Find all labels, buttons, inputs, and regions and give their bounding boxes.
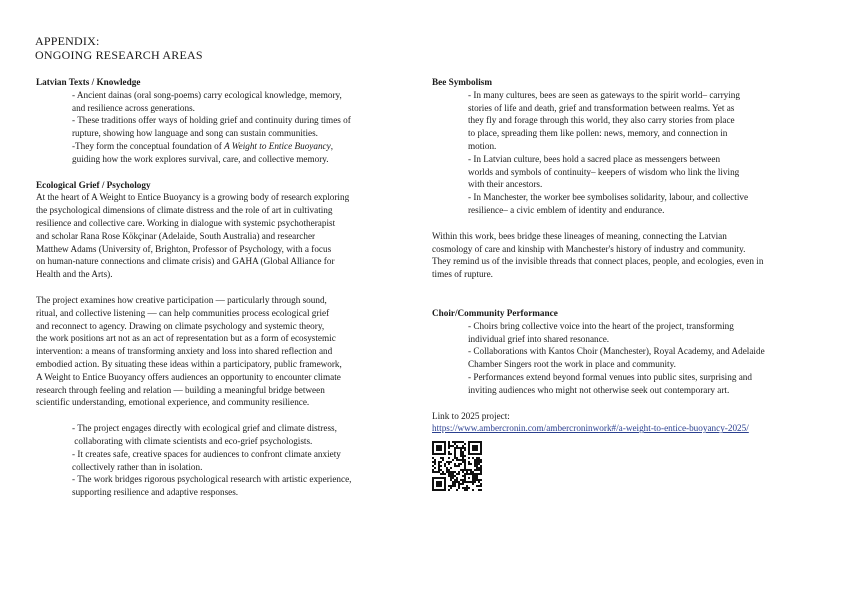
qr-code-icon[interactable] (432, 441, 482, 491)
work-title-italic: A Weight to Entice Buoyancy (224, 140, 331, 151)
paragraph-line: Within this work, bees bridge these lineages of meaning, connecting the Latvian (432, 230, 727, 241)
paragraph-line: intervention: a means of transforming anxiety and loss into shared reflection and (36, 346, 333, 357)
section-ecological-grief (36, 179, 392, 499)
right-column (432, 76, 810, 491)
grief-bullet-line: - The work bridges rigorous psychological research with artistic experience, (72, 474, 352, 485)
left-column (36, 76, 392, 499)
section-choir-performance (432, 307, 810, 397)
bee-bullet-line: - In many cultures, bees are seen as gateways to the spirit world– carrying (468, 89, 740, 100)
link-label: Link to 2025 project: (432, 410, 510, 421)
latvian-bullet-line: rupture, showing how language and song can sustain communities. (72, 128, 318, 139)
section-heading-choir: Choir/Community Performance (432, 307, 558, 318)
latvian-bullets (36, 89, 392, 166)
bee-bullet-line: they fly and forage through this world, they also carry stories from place (468, 115, 735, 126)
choir-bullet-line: inviting audiences who might not otherwise seek out contemporary art. (468, 384, 730, 395)
paragraph-line: and reconnect to agency. Drawing on climate psychology and systemic theory, (36, 320, 325, 331)
grief-bullet-line: - It creates safe, creative spaces for audiences to confront climate anxiety (72, 448, 341, 459)
bee-bullet-line: resilience– a civic emblem of identity and endurance. (468, 204, 665, 215)
section-latvian-texts (36, 76, 392, 166)
paragraph-line: the psychological dimensions of climate distress and the role of art in cultivating (36, 205, 333, 216)
bee-bullet-line: motion. (468, 140, 497, 151)
paragraph-line: At the heart of A Weight to Entice Buoyancy is a growing body of research exploring (36, 192, 350, 203)
bee-paragraph (432, 230, 810, 281)
choir-bullet-line: Chamber Singers root the work in place and community. (468, 359, 676, 370)
paragraph-line: research through feeling and relation — building a meaningful bridge between (36, 384, 325, 395)
paragraph-line: on human-nature connections and climate crisis) and GAHA (Global Alliance for (36, 256, 335, 267)
section-heading-latvian: Latvian Texts / Knowledge (36, 77, 141, 87)
bee-bullet-line: worlds and symbols of continuity– keepers of wisdom who link the living (468, 166, 740, 177)
paragraph-line: Matthew Adams (University of, Brighton, Professor of Psychology, with a focus (36, 243, 332, 254)
grief-bullet-line: collectively rather than in isolation. (72, 461, 203, 472)
paragraph-line: scientific understanding, emotional experience, and community resilience. (36, 397, 310, 408)
paragraph-line: A Weight to Entice Buoyancy offers audiences an opportunity to encounter climate (36, 371, 341, 382)
bee-bullet-line: with their ancestors. (468, 179, 543, 190)
bee-bullet-line: stories of life and death, grief and transformation between realms. Yet as (468, 102, 735, 113)
paragraph-line: times of rupture. (432, 269, 493, 280)
choir-bullet-line: - Performances extend beyond formal venues into public sites, surprising and (468, 371, 752, 382)
paragraph-line: ritual, and collective listening — can help communities process ecological grief (36, 307, 330, 318)
project-url-link[interactable]: https://www.ambercronin.com/ambercroninwork#/a-weight-to-entice-buoyancy-2025/ (432, 423, 749, 434)
grief-bullets (36, 422, 392, 499)
section-heading-grief: Ecological Grief / Psychology (36, 179, 151, 190)
paragraph-line: They remind us of the invisible threads that connect places, people, and ecologies, even in (432, 256, 764, 267)
bee-bullets (432, 89, 810, 217)
grief-paragraph-1 (36, 191, 392, 281)
paragraph-line: embodied action. By situating these ideas within a participatory, public framework, (36, 358, 342, 369)
paragraph-line: the work positions art not as an act of representation but as a form of ecosystemic (36, 333, 336, 344)
paragraph-line: The project examines how creative participation — particularly through sound, (36, 294, 327, 305)
paragraph-line: resilience and collective care. Working in dialogue with systemic psychotherapist (36, 217, 336, 228)
choir-bullet-line: - Choirs bring collective voice into the heart of the project, transforming (468, 320, 734, 331)
choir-bullet-line: - Collaborations with Kantos Choir (Manchester), Royal Academy, and Adelaide (468, 346, 765, 357)
grief-paragraph-2 (36, 294, 392, 409)
section-heading-bees: Bee Symbolism (432, 77, 492, 87)
choir-bullet-line: individual grief into shared resonance. (468, 333, 610, 344)
section-bee-symbolism (432, 76, 810, 281)
bee-bullet-line: - In Latvian culture, bees hold a sacred place as messengers between (468, 153, 721, 164)
latvian-bullet-line: - Ancient dainas (oral song-poems) carry ecological knowledge, memory, (72, 89, 342, 100)
latvian-bullet-line: guiding how the work explores survival, care, and collective memory. (72, 153, 329, 164)
page-title (35, 34, 203, 62)
choir-bullets (432, 320, 810, 397)
latvian-bullet-line: and resilience across generations. (72, 102, 195, 113)
bee-bullet-line: - In Manchester, the worker bee symbolises solidarity, labour, and collective (468, 192, 749, 203)
latvian-bullet-line (72, 140, 392, 153)
section-project-link (432, 410, 810, 492)
paragraph-line: and scholar Rana Rose Kökçinar (Adelaide, South Australia) and researcher (36, 230, 316, 241)
latvian-foundation-text: -They form the conceptual foundation of (72, 140, 225, 151)
paragraph-line: cosmology of care and kinship with Manchester's history of industry and community. (432, 243, 746, 254)
latvian-bullet-line: - These traditions offer ways of holding grief and continuity during times of (72, 115, 351, 126)
title-line-research-areas: ONGOING RESEARCH AREAS (35, 48, 203, 62)
latvian-foundation-comma: , (330, 140, 334, 151)
title-line-appendix: APPENDIX: (35, 34, 100, 48)
grief-bullet-line: supporting resilience and adaptive responses. (72, 487, 239, 498)
grief-bullet-line: collaborating with climate scientists and eco-grief psychologists. (72, 435, 313, 446)
bee-bullet-line: to place, spreading them like pollen: news, memory, and connection in (468, 128, 728, 139)
grief-bullet-line: - The project engages directly with ecological grief and climate distress, (72, 423, 337, 434)
paragraph-line: Health and the Arts). (36, 269, 113, 280)
